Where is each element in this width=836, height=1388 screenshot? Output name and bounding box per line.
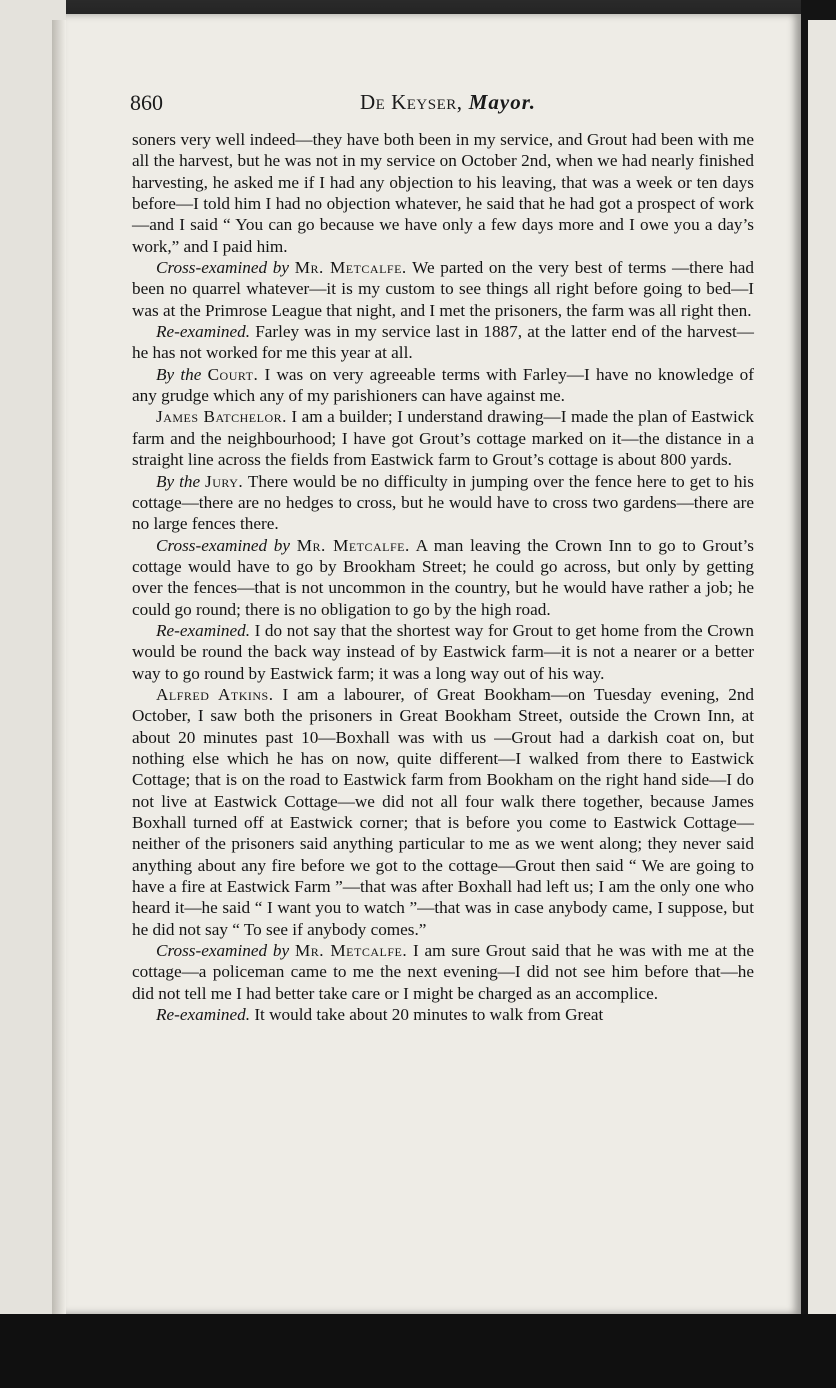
paragraph — [132, 321, 754, 364]
witness-name: Alfred Atkins. — [156, 684, 274, 704]
paragraph-text: There would be no difficulty in jumping over the fence here to get to his cottage—there are no hedges to cross, but he would have to cross two gardens—there are no large fences there. — [132, 471, 754, 534]
paragraph — [132, 1004, 754, 1025]
paragraph-lead: Cross-examined by — [156, 941, 290, 961]
paragraph-lead: Re-examined. — [156, 620, 251, 640]
next-page-edge — [808, 20, 836, 1350]
paragraph-lead: By the — [156, 364, 202, 384]
paragraph-text: soners very well indeed—they have both been in my service, and Grout had been with me all the harvest, but he was not in my service on October 2nd, when we had nearly finished harvesting, he asked me if I had any objection to his leaving, that was a week or ten days before—I told him I had no objection whatever, he said that he had got a prospect of work—and I said “ You can go because we have only a few days more and I owe you a day’s work,” and I paid him. — [132, 130, 754, 256]
paragraph-text: A man leaving the Crown Inn to go to Grout’s cottage would have to go by Brookham Street; he could go across, but only by getting over the fences—that is not uncommon in the country, but he would have rather a job; he could go round; there is no obligation to go by the high road. — [132, 535, 754, 619]
page-header — [130, 90, 755, 120]
paragraph — [132, 471, 754, 535]
paragraph-text: Farley was in my service last in 1887, at the latter end of the harvest—he has not worked for me this year at all. — [132, 322, 754, 363]
paragraph-lead: Re-examined. — [156, 322, 251, 342]
running-head-title: Mayor. — [468, 90, 537, 114]
speaker-name: Court. — [207, 364, 259, 384]
speaker-name: Mr. Metcalfe. — [296, 535, 410, 555]
speaker-name: Mr. Metcalfe. — [294, 941, 408, 961]
facing-page-edge — [0, 0, 66, 1388]
paragraph — [132, 535, 754, 620]
paragraph-text: We parted on the very best of terms —there had been no quarrel whatever—it is my custom to see things all right before going to bed—I was at the Primrose League that night, and I met the prisoners, the farm was all right then. — [132, 258, 755, 320]
speaker-name: Mr. Metcalfe. — [294, 258, 407, 278]
paragraph — [132, 364, 754, 407]
page-fold-shadow — [52, 20, 66, 1350]
paragraph — [132, 940, 754, 1004]
paragraph-lead: Cross-examined by — [156, 535, 291, 555]
paragraph-text: It would take about 20 minutes to walk from Great — [254, 1005, 604, 1025]
paragraph-text: I am a labourer, of Great Bookham—on Tuesday evening, 2nd October, I saw both the prisoners in Great Bookham Street, outside the Crown Inn, at about 20 minutes past 10—Boxhall was with us —Grout had a darkish coat on, but nothing else which he has on now, quite different—I walked from there to Eastwick Cottage; that is on the road to Eastwick farm from Bookham on the right hand side—I do not live at Eastwick Cottage—we did not all four walk there together, because James Boxhall turned off at Eastwick corner; that is before you come to Eastwick Cottage—neither of the prisoners said anything particular to me as we went along; they never said anything about any fire before we got to the cottage—Grout then said “ We are going to have a fire at Eastwick Farm ”—that was after Boxhall had left us; I am the only one who heard it—he said “ I want you to watch ”—that was in case anybody came, I suppose, but he did not say “ To see if anybody comes.” — [132, 684, 755, 939]
paragraph-text: I do not say that the shortest way for Grout to get home from the Crown would be round the back way instead of by Eastwick farm—it is not a nearer or a better way to go round by Eastwick farm; it was a long way out of his way. — [132, 620, 755, 683]
paragraph — [132, 406, 754, 470]
running-head — [360, 90, 536, 115]
paragraph-text: I am sure Grout said that he was with me at the cottage—a policeman came to me the next evening—I did not see him before that—he did not tell me I had better take care or I might be charged as an accomplice. — [132, 941, 755, 1003]
witness-name: James Batchelor. — [156, 407, 287, 427]
scan-bottom-edge — [0, 1314, 836, 1388]
paragraph — [132, 129, 754, 257]
paragraph — [132, 684, 754, 940]
paragraph-lead: Re-examined. — [156, 1005, 251, 1025]
paragraph-lead: By the — [156, 471, 201, 491]
paragraph-text: I was on very agreeable terms with Farley—I have no knowledge of any grudge which any of my parishioners can have against me. — [132, 364, 754, 406]
paragraph — [132, 620, 754, 684]
paragraph-text: I am a builder; I understand drawing—I made the plan of Eastwick farm and the neighbourhood; I have got Grout’s cottage marked on it—the distance in a straight line across the fields from Eastwick farm to Grout’s cottage is about 800 yards. — [132, 407, 754, 470]
paragraph — [132, 257, 754, 321]
page-body — [132, 129, 754, 1025]
speaker-name: Jury. — [205, 471, 244, 491]
paragraph-lead: Cross-examined by — [156, 258, 289, 278]
running-head-name: De Keyser, — [360, 90, 463, 114]
page-number: 860 — [130, 90, 163, 115]
